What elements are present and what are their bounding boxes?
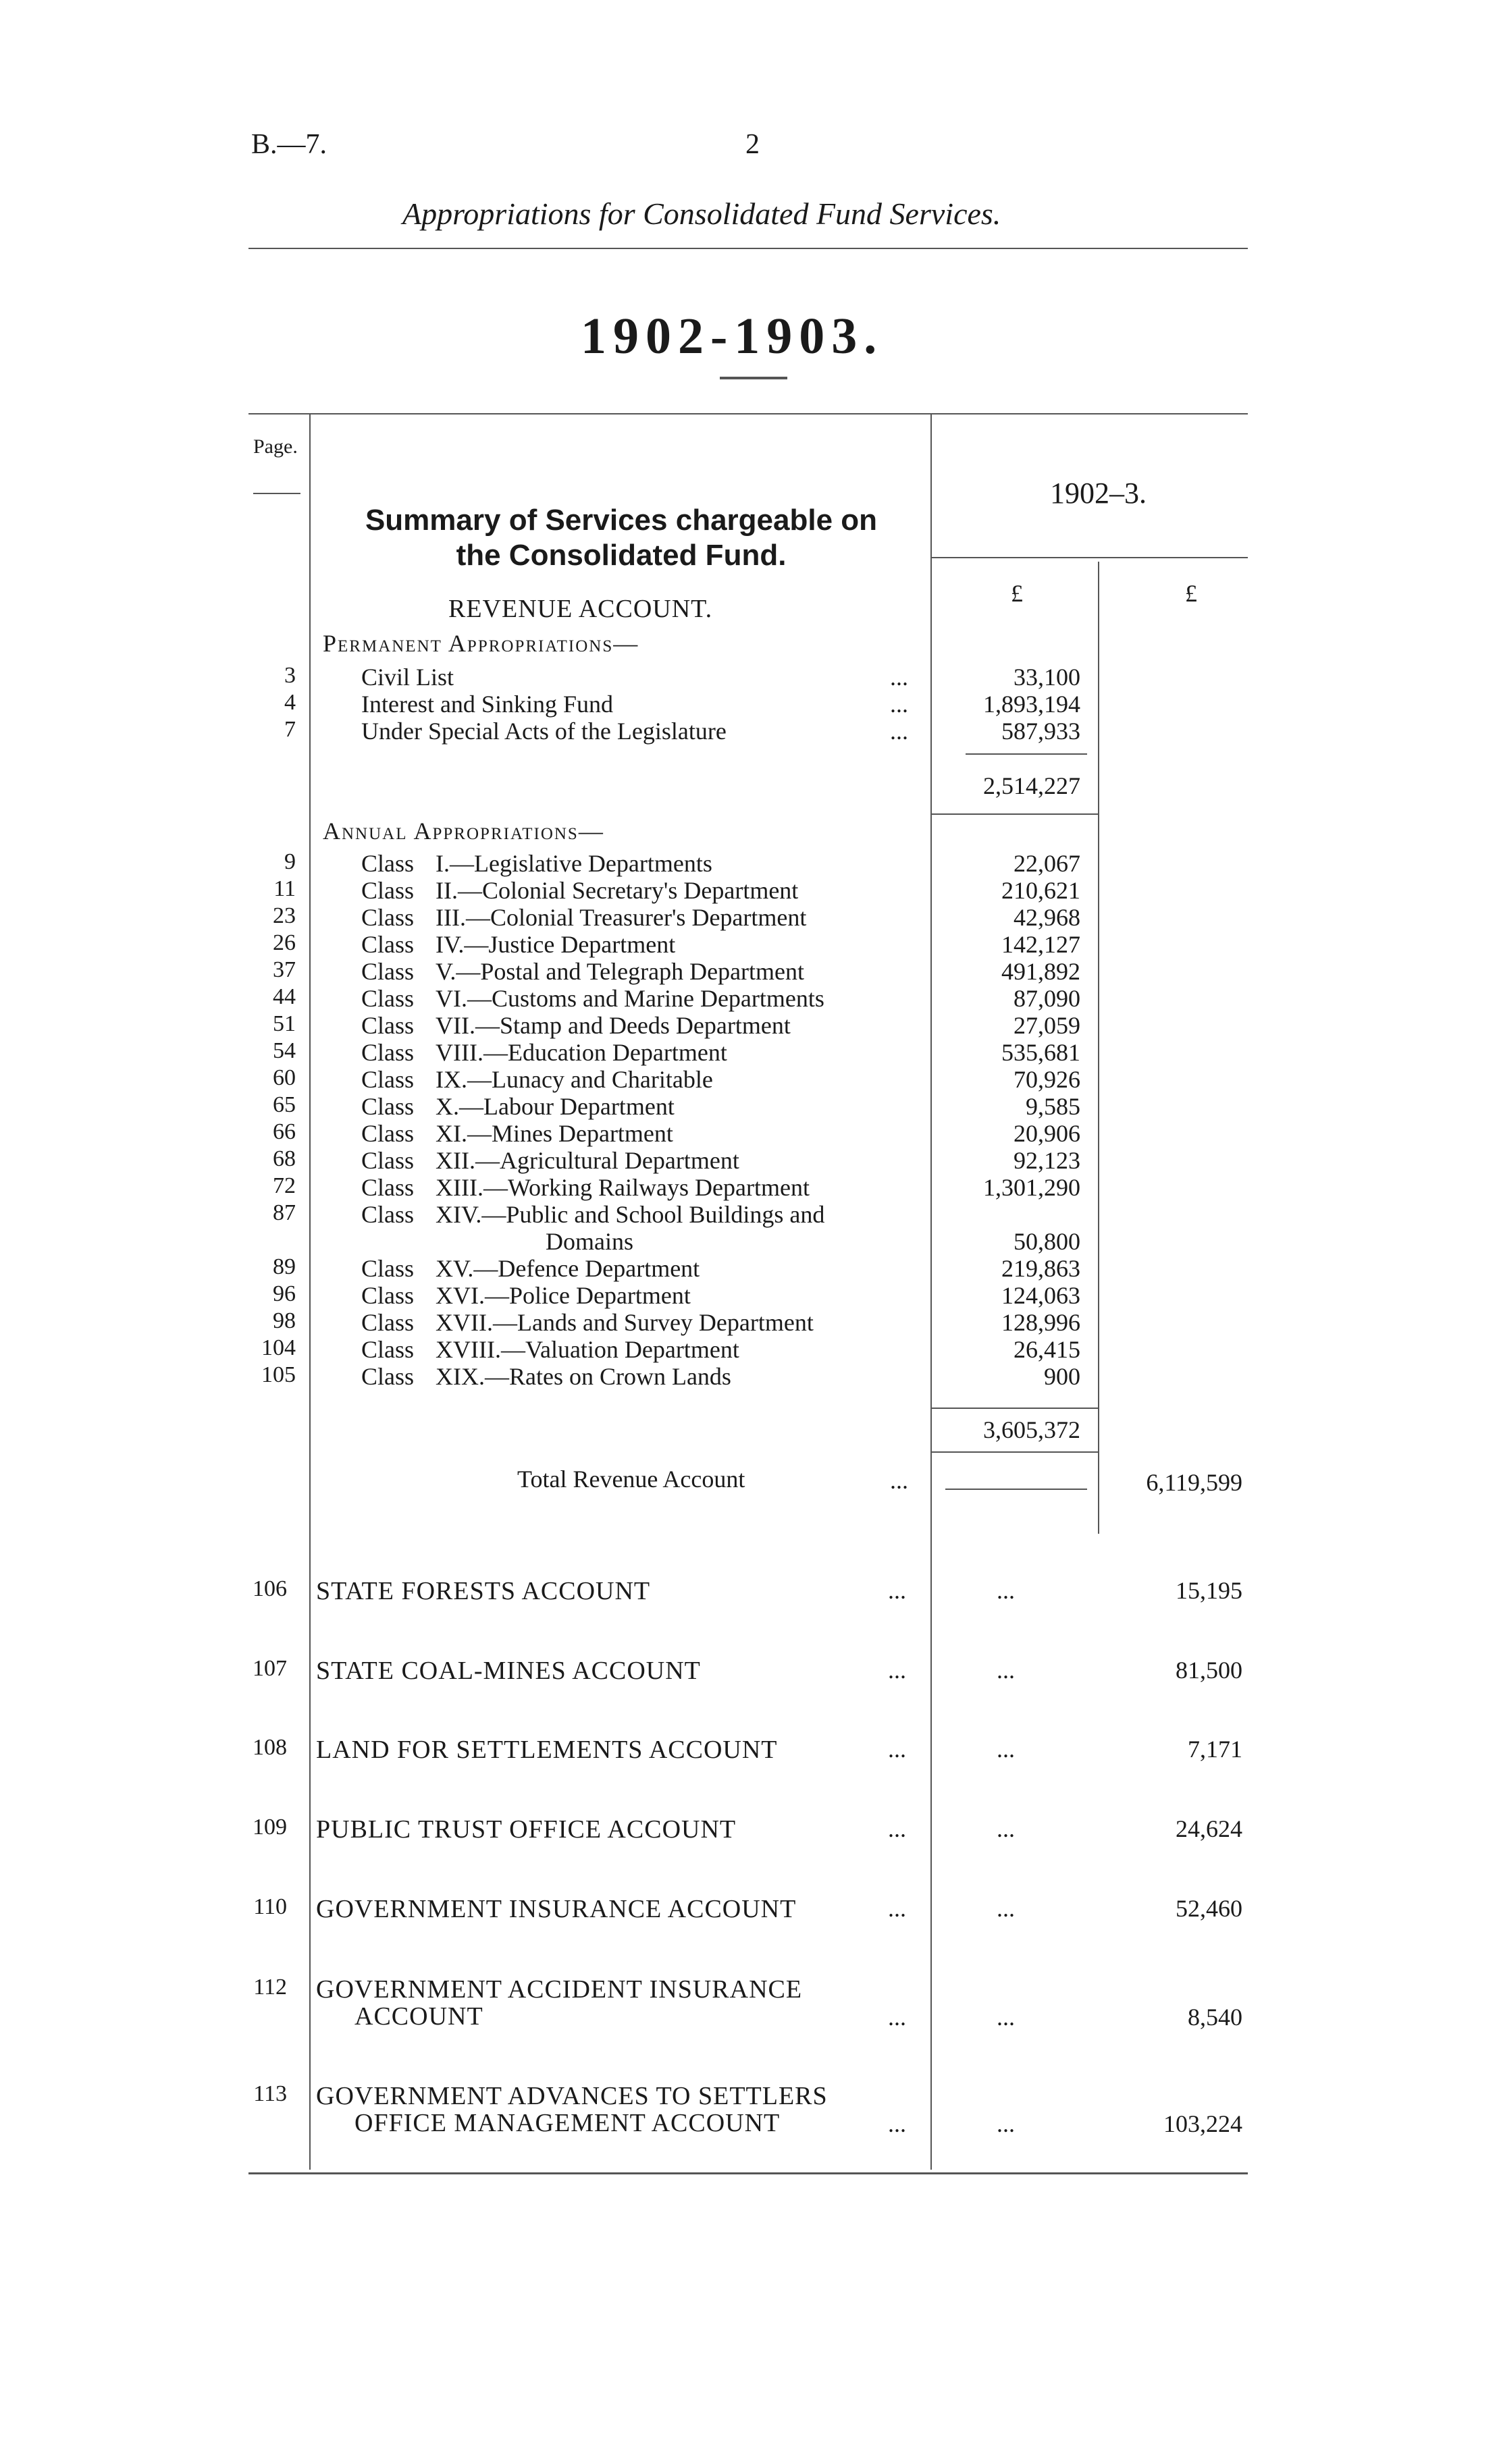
row-label [361, 903, 806, 932]
total-revenue-label: Total Revenue Account [517, 1466, 745, 1493]
account-page-ref: 109 [253, 1815, 287, 1840]
row-label [361, 930, 675, 959]
account-ellipsis: ... [888, 1657, 906, 1684]
total-revenue-amount: 6,119,599 [1146, 1469, 1242, 1496]
row-page-ref: 98 [273, 1308, 296, 1333]
row-label [361, 1119, 673, 1148]
account-ellipsis: ... [888, 1895, 906, 1922]
year-underline [720, 377, 787, 379]
row-page-ref: 51 [273, 1011, 296, 1036]
row-amount: 92,123 [1014, 1147, 1080, 1174]
row-class: Class [361, 1039, 415, 1066]
row-description: V.—Postal and Telegraph Department [436, 958, 805, 985]
row-description: VI.—Customs and Marine Departments [436, 985, 824, 1012]
account-label: PUBLIC TRUST OFFICE ACCOUNT [316, 1815, 737, 1844]
row-amount: 26,415 [1014, 1336, 1080, 1363]
row-page-ref: 105 [261, 1362, 296, 1387]
account-amount: 103,224 [1163, 2110, 1242, 2137]
row-label [361, 1173, 810, 1202]
row-label [361, 984, 824, 1013]
row-class: Class [361, 1093, 415, 1120]
row-label [361, 1254, 700, 1283]
row-class: Class [361, 1363, 415, 1390]
row-amount: 210,621 [1001, 877, 1080, 904]
row-page-ref: 104 [261, 1335, 296, 1360]
row-description: XVI.—Police Department [436, 1282, 691, 1309]
row-amount: 219,863 [1001, 1255, 1080, 1282]
row-description: IX.—Lunacy and Charitable [436, 1066, 713, 1093]
row-page-ref: 3 [284, 663, 296, 688]
row-page-ref: 11 [273, 876, 296, 901]
row-description: VII.—Stamp and Deeds Department [436, 1012, 791, 1039]
account-middle-ellipsis: ... [997, 1736, 1015, 1763]
account-label-cont: ACCOUNT [354, 2002, 483, 2031]
row-description: XIII.—Working Railways Department [436, 1174, 810, 1201]
row-amount: 87,090 [1014, 985, 1080, 1012]
permanent-subtotal: 2,514,227 [983, 772, 1080, 799]
account-amount: 52,460 [1176, 1895, 1242, 1922]
inner-amount-column-rule [1098, 562, 1099, 1534]
row-class: Class [361, 1174, 415, 1201]
account-middle-ellipsis: ... [997, 2004, 1015, 2031]
annual-heading: Annual Appropriations— [323, 818, 604, 845]
page-number: 2 [745, 129, 760, 160]
row-amount: 20,906 [1014, 1120, 1080, 1147]
account-page-ref: 107 [253, 1656, 287, 1681]
row-description: IV.—Justice Department [436, 931, 676, 958]
account-ellipsis: ... [888, 1577, 906, 1604]
row-ellipsis: ... [890, 664, 908, 691]
row-description: I.—Legislative Departments [436, 850, 712, 877]
account-ellipsis: ... [888, 1736, 906, 1763]
row-label [361, 1011, 791, 1040]
header-rule [248, 248, 1248, 249]
currency-symbol-1: £ [1011, 580, 1023, 607]
year-heading: 1902-1903. [581, 308, 884, 365]
row-amount: 22,067 [1014, 850, 1080, 877]
row-page-ref: 7 [284, 717, 296, 742]
account-amount: 24,624 [1176, 1815, 1242, 1842]
row-class: Class [361, 1255, 415, 1282]
row-amount: 587,933 [1001, 718, 1080, 745]
row-class: Class [361, 850, 415, 877]
annual-subtotal-rule [932, 1408, 1099, 1409]
row-amount: 124,063 [1001, 1282, 1080, 1309]
row-class: Class [361, 931, 415, 958]
total-revenue-ellipsis: ... [890, 1467, 908, 1494]
row-amount: 128,996 [1001, 1309, 1080, 1336]
row-amount: 1,893,194 [983, 691, 1080, 718]
row-amount: 900 [1044, 1363, 1080, 1390]
row-description: XIV.—Public and School Buildings and [436, 1201, 825, 1228]
annual-close-rule [932, 1451, 1099, 1453]
row-description: XVIII.—Valuation Department [436, 1336, 739, 1363]
row-page-ref: 44 [273, 984, 296, 1009]
row-label [361, 1065, 713, 1094]
row-page-ref: 37 [273, 957, 296, 982]
row-class: Class [361, 1336, 415, 1363]
row-label [361, 1335, 739, 1364]
row-amount: 491,892 [1001, 958, 1080, 985]
row-class: Class [361, 1012, 415, 1039]
row-amount: 50,800 [1014, 1228, 1080, 1255]
row-class: Class [361, 1282, 415, 1309]
row-description: VIII.—Education Department [436, 1039, 727, 1066]
period-header-rule [932, 557, 1248, 558]
row-page-ref: 54 [273, 1038, 296, 1063]
document-ref: B.—7. [251, 129, 327, 160]
row-page-ref: 87 [273, 1200, 296, 1225]
total-revenue-rule [945, 1489, 1087, 1490]
row-class: Class [361, 1309, 415, 1336]
table-bottom-rule [248, 2172, 1248, 2174]
row-amount: 42,968 [1014, 904, 1080, 931]
row-class: Class [361, 1120, 415, 1147]
row-label: Interest and Sinking Fund [361, 691, 613, 718]
row-label [361, 1200, 824, 1229]
row-amount: 33,100 [1014, 664, 1080, 691]
account-middle-ellipsis: ... [997, 1815, 1015, 1842]
row-page-ref: 4 [284, 690, 296, 715]
page-column-rule [309, 414, 311, 2170]
account-page-ref: 106 [253, 1576, 287, 1601]
account-middle-ellipsis: ... [997, 1895, 1015, 1922]
row-label [361, 849, 712, 878]
currency-symbol-2: £ [1185, 580, 1197, 607]
row-description: XII.—Agricultural Department [436, 1147, 739, 1174]
account-amount: 81,500 [1176, 1657, 1242, 1684]
row-description: II.—Colonial Secretary's Department [436, 877, 799, 904]
account-label: STATE FORESTS ACCOUNT [316, 1577, 651, 1605]
row-label [361, 1038, 727, 1067]
row-description: XIX.—Rates on Crown Lands [436, 1363, 731, 1390]
row-label [361, 876, 798, 905]
summary-title-line-1: Summary of Services chargeable on [365, 504, 878, 537]
account-page-ref: 113 [253, 2081, 287, 2106]
account-amount: 15,195 [1176, 1577, 1242, 1604]
row-label [361, 1146, 739, 1175]
account-middle-ellipsis: ... [997, 1657, 1015, 1684]
account-amount: 8,540 [1188, 2004, 1242, 2031]
row-label [361, 1281, 691, 1310]
row-page-ref: 9 [284, 849, 296, 874]
account-middle-ellipsis: ... [997, 2110, 1015, 2137]
row-description: XI.—Mines Department [436, 1120, 673, 1147]
row-page-ref: 60 [273, 1065, 296, 1090]
row-amount: 9,585 [1026, 1093, 1080, 1120]
row-class: Class [361, 1066, 415, 1093]
account-label: LAND FOR SETTLEMENTS ACCOUNT [316, 1736, 778, 1764]
account-amount: 7,171 [1188, 1736, 1242, 1763]
row-description: XV.—Defence Department [436, 1255, 700, 1282]
page-title: Appropriations for Consolidated Fund Services. [402, 196, 1001, 231]
row-label [361, 1362, 731, 1391]
row-amount: 535,681 [1001, 1039, 1080, 1066]
account-label: GOVERNMENT ADVANCES TO SETTLERS [316, 2082, 828, 2110]
account-page-ref: 110 [253, 1894, 287, 1919]
row-label: Under Special Acts of the Legislature [361, 718, 727, 745]
row-amount: 1,301,290 [983, 1174, 1080, 1201]
row-page-ref: 26 [273, 930, 296, 955]
summary-title-line-2: the Consolidated Fund. [456, 539, 787, 572]
row-page-ref: 23 [273, 903, 296, 928]
row-amount: 142,127 [1001, 931, 1080, 958]
account-page-ref: 108 [253, 1735, 287, 1760]
account-ellipsis: ... [888, 1815, 906, 1842]
row-ellipsis: ... [890, 718, 908, 745]
permanent-subtotal-rule [966, 753, 1087, 755]
summary-title [324, 503, 918, 573]
row-page-ref: 89 [273, 1254, 296, 1279]
row-page-ref: 65 [273, 1092, 296, 1117]
table-top-rule [248, 413, 1248, 414]
account-ellipsis: ... [888, 2110, 906, 2137]
row-label: Civil List [361, 664, 454, 691]
revenue-account-title: REVENUE ACCOUNT. [448, 595, 713, 623]
row-class: Class [361, 877, 415, 904]
row-label-cont: Domains [546, 1228, 633, 1255]
row-label [361, 1308, 814, 1337]
row-description: X.—Labour Department [436, 1093, 675, 1120]
row-class: Class [361, 904, 415, 931]
page-column-label: Page. [253, 435, 298, 458]
permanent-close-rule [932, 813, 1099, 815]
row-description: XVII.—Lands and Survey Department [436, 1309, 814, 1336]
row-class: Class [361, 985, 415, 1012]
row-label [361, 1092, 675, 1121]
row-amount: 27,059 [1014, 1012, 1080, 1039]
row-class: Class [361, 958, 415, 985]
account-middle-ellipsis: ... [997, 1577, 1015, 1604]
row-class: Class [361, 1147, 415, 1174]
row-page-ref: 96 [273, 1281, 296, 1306]
row-page-ref: 68 [273, 1146, 296, 1171]
row-description: III.—Colonial Treasurer's Department [436, 904, 807, 931]
account-ellipsis: ... [888, 2004, 906, 2031]
row-class: Class [361, 1201, 415, 1228]
permanent-heading: Permanent Appropriations— [323, 630, 639, 657]
row-page-ref: 66 [273, 1119, 296, 1144]
row-label [361, 957, 804, 986]
period-header: 1902–3. [1050, 477, 1147, 510]
row-amount: 70,926 [1014, 1066, 1080, 1093]
row-ellipsis: ... [890, 691, 908, 718]
annual-subtotal: 3,605,372 [983, 1416, 1080, 1443]
account-label: STATE COAL-MINES ACCOUNT [316, 1657, 701, 1685]
page-column-dash [253, 493, 300, 494]
account-label: GOVERNMENT INSURANCE ACCOUNT [316, 1895, 797, 1923]
row-page-ref: 72 [273, 1173, 296, 1198]
account-page-ref: 112 [253, 1975, 287, 2000]
account-label-cont: OFFICE MANAGEMENT ACCOUNT [354, 2109, 781, 2137]
account-label: GOVERNMENT ACCIDENT INSURANCE [316, 1975, 803, 2004]
